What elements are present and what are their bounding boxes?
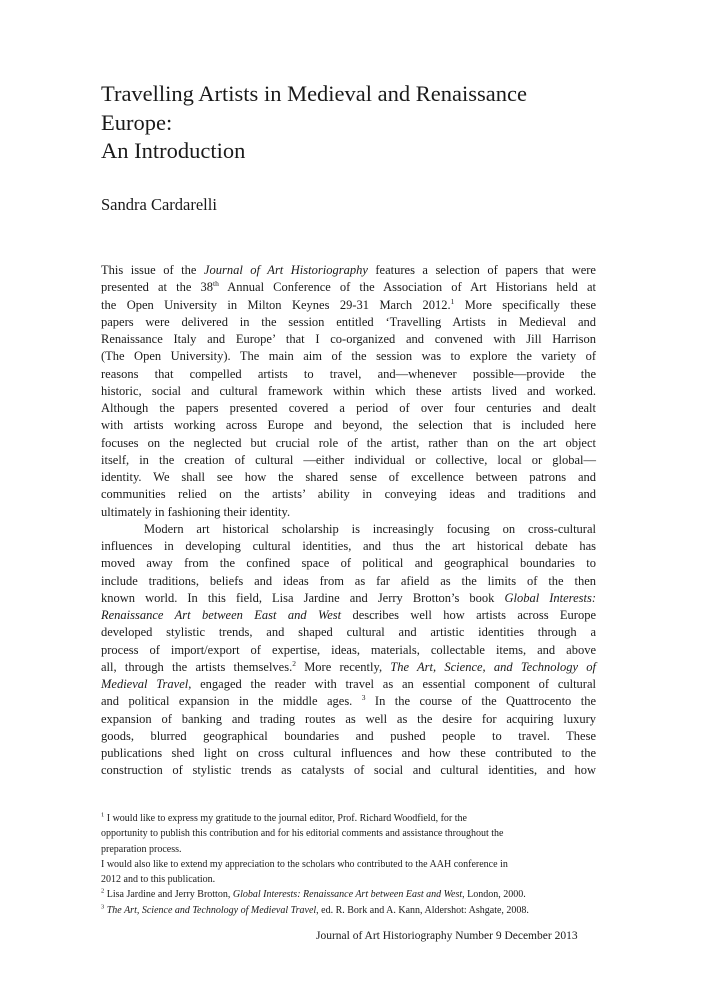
body-line: (The Open University). The main aim of the session was to explore the variety of <box>101 349 596 364</box>
body-line: Medieval Travel, engaged the reader with travel as an essential component of cultural <box>101 677 596 691</box>
footnote-1: $^1$ I would like to express my gratitude to the journal editor, Prof. Richard Woodfield, for the <box>101 811 467 824</box>
body-line: influences in developing cultural identities, and thus the art historical debate has <box>101 539 596 553</box>
body-line: Modern art historical scholarship is increasingly focusing on cross-cultural <box>144 521 596 536</box>
body-line: and political expansion in the middle ages. $^3$ In the course of the Quattrocento the <box>101 693 596 709</box>
body-line: Renaissance Art between East and West describes well how artists across Europe <box>101 608 597 622</box>
page-footer: Journal of Art Historiography Number 9 December 2013 <box>316 930 578 942</box>
body-line: goods, blurred geographical boundaries and pushed people to travel. These <box>101 728 596 743</box>
footnote-line: preparation process. <box>101 843 182 855</box>
footnote-ref-3[interactable]: 3 <box>361 693 366 703</box>
body-line: ultimately in fashioning their identity. <box>101 504 291 519</box>
article-title <box>101 80 621 166</box>
body-line: expansion of banking and trading routes as well as the desire for acquiring luxury <box>101 711 596 726</box>
body-line: with artists working across Europe and beyond, the selection that is included here <box>101 418 596 433</box>
footnote-line: I would also like to extend my appreciation to the scholars who contributed to the AAH conference in <box>101 858 508 870</box>
book-title: Renaissance Art between East and West <box>101 608 342 622</box>
body-line: communities relied on the artists’ ability in conveying ideas and traditions and <box>101 487 596 502</box>
footnote-ref-2[interactable]: 2 <box>292 658 296 668</box>
body-line: itself, in the creation of cultural —either individual or collective, local or global— <box>101 452 596 467</box>
footnotes <box>101 811 596 918</box>
body-line: presented at the 38th Annual Conference of the Association of Art Historians held at <box>101 279 596 295</box>
footnote-line: 2012 and to this publication. <box>101 874 216 886</box>
body-line: construction of stylistic trends as catalysts of social and cultural identities, and how <box>101 763 596 778</box>
footnote-3: $^3$ The Art, Science and Technology of Medieval Travel, ed. R. Bork and A. Kann, Aldershot: Ashgate, 2008. <box>101 903 529 916</box>
title-line: Travelling Artists in Medieval and Renaissance <box>101 81 527 106</box>
body-line: known world. In this field, Lisa Jardine and Jerry Brotton’s book Global Interests: <box>101 590 596 605</box>
body-line: papers were delivered in the session entitled ‘Travelling Artists in Medieval and <box>101 314 596 329</box>
footnote-line: opportunity to publish this contribution and for his editorial comments and assistance throughout the <box>101 828 504 840</box>
body-line: This issue of the Journal of Art Historiography features a selection of papers that were <box>101 263 596 277</box>
body-line: all, through the artists themselves.$^2$ More recently, The Art, Science, and Technology of <box>101 658 596 674</box>
body-line: process of import/export of expertise, ideas, materials, collectable items, and above <box>101 642 596 657</box>
book-title: Global Interests: <box>504 590 596 605</box>
body-text <box>101 262 596 780</box>
body-line: Although the papers presented covered a period of over four centuries and dealt <box>101 401 596 415</box>
body-line: focuses on the neglected but crucial role of the artist, rather than on the art object <box>101 435 596 450</box>
body-line: include traditions, beliefs and ideas from as far afield as the limits of the then <box>101 573 596 588</box>
book-title: The Art, Science, and Technology of <box>390 659 596 674</box>
body-line: moved away from the confined space of political and geographical boundaries to <box>101 556 596 571</box>
title-line: An Introduction <box>101 138 246 163</box>
title-line: Europe: <box>101 109 173 135</box>
body-line: the Open University in Milton Keynes 29-31 March 2012.$^1$ More specifically these <box>101 296 596 312</box>
author-name: Sandra Cardarelli <box>101 195 217 214</box>
book-title: Medieval Travel <box>101 677 189 691</box>
body-line: developed stylistic trends, and shaped cultural and artistic identities through a <box>101 625 596 640</box>
footnote-ref-1[interactable]: 1 <box>450 296 455 306</box>
body-line: reasons that compelled artists to travel, and—whenever possible—provide the <box>101 366 596 381</box>
journal-title: Journal of Art Historiography <box>203 263 368 277</box>
body-line: historic, social and cultural framework within which these artists lived and worked. <box>101 383 596 398</box>
body-line: publications shed light on cross cultural influences and how these contributed to the <box>101 746 596 760</box>
body-line: Renaissance Italy and Europe’ that I co-organized and convened with Jill Harrison <box>101 332 596 346</box>
footnote-2: $^2$ Lisa Jardine and Jerry Brotton, Global Interests: Renaissance Art between East and West, London, 2000. <box>101 888 526 901</box>
body-line: identity. We shall see how the shared sense of excellence between patrons and <box>101 470 596 484</box>
